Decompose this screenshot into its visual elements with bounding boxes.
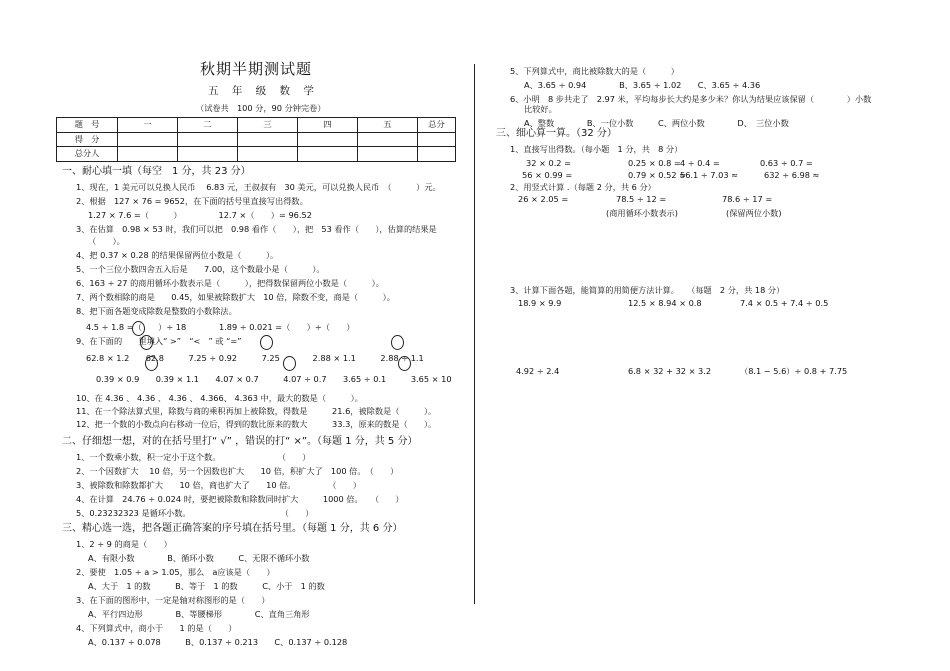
q1-9-row2: 0.39 × 0.9 0.39 × 1.1 4.07 × 0.7 4.07 ÷ 0.7 3.65 ÷ 0.1 3.65 × 10 [96, 374, 452, 384]
header-cell: 题 号 [57, 118, 118, 133]
q3-2: 2、要使 1.05 ÷ a > 1.05，那么 a应该是（ ） [76, 567, 275, 577]
column-divider [474, 64, 475, 604]
q2-1: 1、一个数乘小数，积一定小于这个数。 （ ） [76, 452, 311, 462]
q3-3-options: A、平行四边形 B、等腰梯形 C、直角三角形 [88, 609, 310, 619]
compare-circle[interactable] [145, 356, 158, 371]
q1-11: 11、在一个除法算式里，除数与商的乘积再加上被除数，得数是 21.6，被除数是（ ）。 [76, 406, 437, 416]
score-table [56, 117, 456, 162]
calc1-item: 632 ÷ 6.98 ≈ [764, 170, 820, 180]
calc1-item: 0.63 ÷ 0.7 = [760, 158, 813, 168]
q1-3: 3、在估算 0.98 × 53 时，我们可以把 0.98 看作（ ），把 53 看作（ ），估算的结果是 [76, 224, 437, 234]
q2-4: 4、在计算 24.76 ÷ 0.024 时，要把被除数和除数同时扩大 1000 倍。 （ ） [76, 494, 404, 504]
score-cell[interactable] [298, 132, 358, 147]
calc3-item: 6.8 × 32 + 32 × 3.2 [628, 366, 712, 376]
q1-6: 6、163 ÷ 27 的商用循环小数表示是（ ），把得数保留两位小数是（ ）。 [76, 278, 384, 288]
section2-title: 二、仔细想一想，对的在括号里打“ √” ，错误的打“ ×”。（每题 1 分，共 5 分） [62, 436, 418, 447]
calc2-note: (保留两位小数) [726, 208, 782, 218]
compare-circle[interactable] [132, 321, 145, 336]
grader-cell[interactable] [418, 147, 456, 162]
q3-1: 1、2 ÷ 9 的商是（ ） [76, 539, 172, 549]
calc2-note: (商用循环小数表示) [606, 208, 678, 218]
compare-circle[interactable] [140, 335, 153, 350]
q1-2: 2、根据 127 × 76 = 9652，在下面的括号里直接写出得数。 [76, 196, 308, 206]
page-subtitle: 五 年 级 数 学 [208, 85, 319, 97]
q1-7: 7、两个数相除的商是 0.45，如果被除数扩大 10 倍，除数不变，商是（ ）。 [76, 292, 395, 302]
q1-4: 4、把 0.37 × 0.28 的结果保留两位小数是（ ）。 [76, 250, 279, 260]
calc3-item: 12.5 × 8.94 × 0.8 [628, 298, 702, 308]
q3-3: 3、在下面的图形中，一定是轴对称图形的是（ ） [76, 595, 270, 605]
score-table-header-row [57, 118, 456, 133]
calc2-item: 78.6 ÷ 17 = [722, 194, 773, 204]
calc3-item: 18.9 × 9.9 [518, 298, 562, 308]
q3-6-cont: 比较好。 [524, 104, 557, 114]
score-cell[interactable] [178, 132, 238, 147]
calc2-title: 2、用竖式计算 .（每题 2 分，共 6 分） [510, 182, 656, 192]
q3-6-options: A、整数 B、一位小数 C、两位小数 D、 三位小数 [524, 118, 789, 128]
grader-cell[interactable] [358, 147, 418, 162]
score-cell[interactable] [238, 132, 298, 147]
q3-5: 5、下列算式中，商比被除数大的是（ ） [510, 66, 679, 76]
q3-5-options: A、3.65 ÷ 0.94 B、3.65 ÷ 1.02 C、3.65 ÷ 4.36 [524, 80, 761, 90]
calc1-item: 0.79 × 0.52 ≈ [628, 170, 686, 180]
header-cell: 一 [118, 118, 178, 133]
score-cell[interactable] [358, 132, 418, 147]
grader-cell[interactable] [178, 147, 238, 162]
header-cell: 三 [238, 118, 298, 133]
header-cell: 二 [178, 118, 238, 133]
calc1-item: 4 ÷ 0.4 = [680, 158, 720, 168]
calc3-item: 4.92 ÷ 2.4 [516, 366, 560, 376]
header-cell: 五 [358, 118, 418, 133]
grader-cell[interactable] [238, 147, 298, 162]
grader-cell[interactable] [118, 147, 178, 162]
calc3-item: （8.1 − 5.6）÷ 0.8 + 7.75 [740, 366, 848, 376]
q3-2-options: A、大于 1 的数 B、等于 1 的数 C、小于 1 的数 [88, 581, 325, 591]
page-title: 秋期半期测试题 [200, 60, 313, 78]
q1-5: 5、一个三位小数四舍五入后是 7.00，这个数最小是（ ）。 [76, 264, 325, 274]
row-label: 得 分 [57, 132, 118, 147]
q1-1: 1、现在，1 美元可以兑换人民币 6.83 元，王叔叔有 30 美元，可以兑换人民币 （ ）元。 [76, 182, 441, 192]
header-cell: 四 [298, 118, 358, 133]
calc2-item: 78.5 ÷ 12 = [616, 194, 667, 204]
calc1-item: 56 × 0.99 = [522, 170, 573, 180]
calc1-item: 56.1 ÷ 7.03 ≈ [680, 170, 738, 180]
calc2-item: 26 × 2.05 = [518, 194, 569, 204]
score-cell[interactable] [118, 132, 178, 147]
q1-12: 12、把一个数的小数点向右移动一位后，得到的数比原来的数大 33.3，原来的数是（ ）。 [76, 419, 437, 429]
q1-8-items: 4.5 ÷ 1.8 =（ ）÷ 18 1.89 ÷ 0.021 =（ ）÷（ ） [86, 322, 355, 332]
score-row [57, 132, 456, 147]
compare-circle[interactable] [260, 335, 273, 350]
calc3-title: 3、计算下面各题，能简算的用简便方法计算。 （每题 2 分，共 18 分） [510, 285, 785, 295]
q1-3-cont: （ ）。 [88, 236, 125, 246]
q1-10: 10、在 4.36 、 4.36 、 4.36 、 4.366、 4.363 中，最大的数是（ ）。 [76, 393, 363, 403]
calc1-item: 32 × 0.2 = [526, 158, 571, 168]
q2-5: 5、0.23232323 是循环小数。 （ ） [76, 508, 314, 518]
calc1-item: 0.25 × 0.8 = [628, 158, 681, 168]
q3-6: 6、小明 8 步共走了 2.97 米，平均每步长大约是多少米？你认为结果应该保留（ ）小数 [510, 94, 872, 104]
q1-2-items: 1.27 × 7.6 =（ ） 12.7 ×（ ）= 96.52 [88, 210, 312, 220]
q3-4: 4、下列算式中，商小于 1 的是（ ） [76, 623, 237, 633]
row-label: 总分人 [57, 147, 118, 162]
q2-3: 3、被除数和除数都扩大 10 倍，商也扩大了 10 倍。 （ ） [76, 480, 362, 490]
calc3-item: 7.4 × 0.5 + 7.4 ÷ 0.5 [740, 298, 829, 308]
q1-9-row1: 62.8 × 1.2 62.8 7.25 ÷ 0.92 7.25 2.88 × 1.1 2.88 ÷ 1.1 [86, 353, 424, 363]
grader-cell[interactable] [298, 147, 358, 162]
q3-1-options: A、有限小数 B、循环小数 C、无限不循环小数 [88, 553, 310, 563]
q1-8: 8、把下面各题变成除数是整数的小数除法。 [76, 306, 237, 316]
exam-note: （试卷共 100 分，90 分钟完卷） [196, 103, 326, 113]
q2-2: 2、一个因数扩大 10 倍，另一个因数也扩大 10 倍，积扩大了 100 倍。 （ ） [76, 466, 399, 476]
section1-title: 一、耐心填一填（每空 1 分，共 23 分） [62, 166, 251, 177]
compare-circle[interactable] [391, 335, 404, 350]
q1-9: 9、在下面的 里填入“ >” “< ” 或 “=” [76, 336, 242, 346]
calc-section-title: 三、细心算一算。（32 分） [496, 128, 617, 139]
compare-circle[interactable] [283, 356, 296, 371]
compare-circle[interactable] [398, 356, 411, 371]
grader-row [57, 147, 456, 162]
header-cell: 总分 [418, 118, 456, 133]
q3-4-options: A、0.137 ÷ 0.078 B、0.137 ÷ 0.213 C、0.137 ÷ 0.128 [88, 637, 348, 647]
section3-title: 三、精心选一选，把各题正确答案的序号填在括号里。（每题 1 分，共 6 分） [62, 523, 403, 534]
calc1-title: 1、直接写出得数。（每小题 1 分，共 8 分） [510, 144, 683, 154]
score-cell[interactable] [418, 132, 456, 147]
